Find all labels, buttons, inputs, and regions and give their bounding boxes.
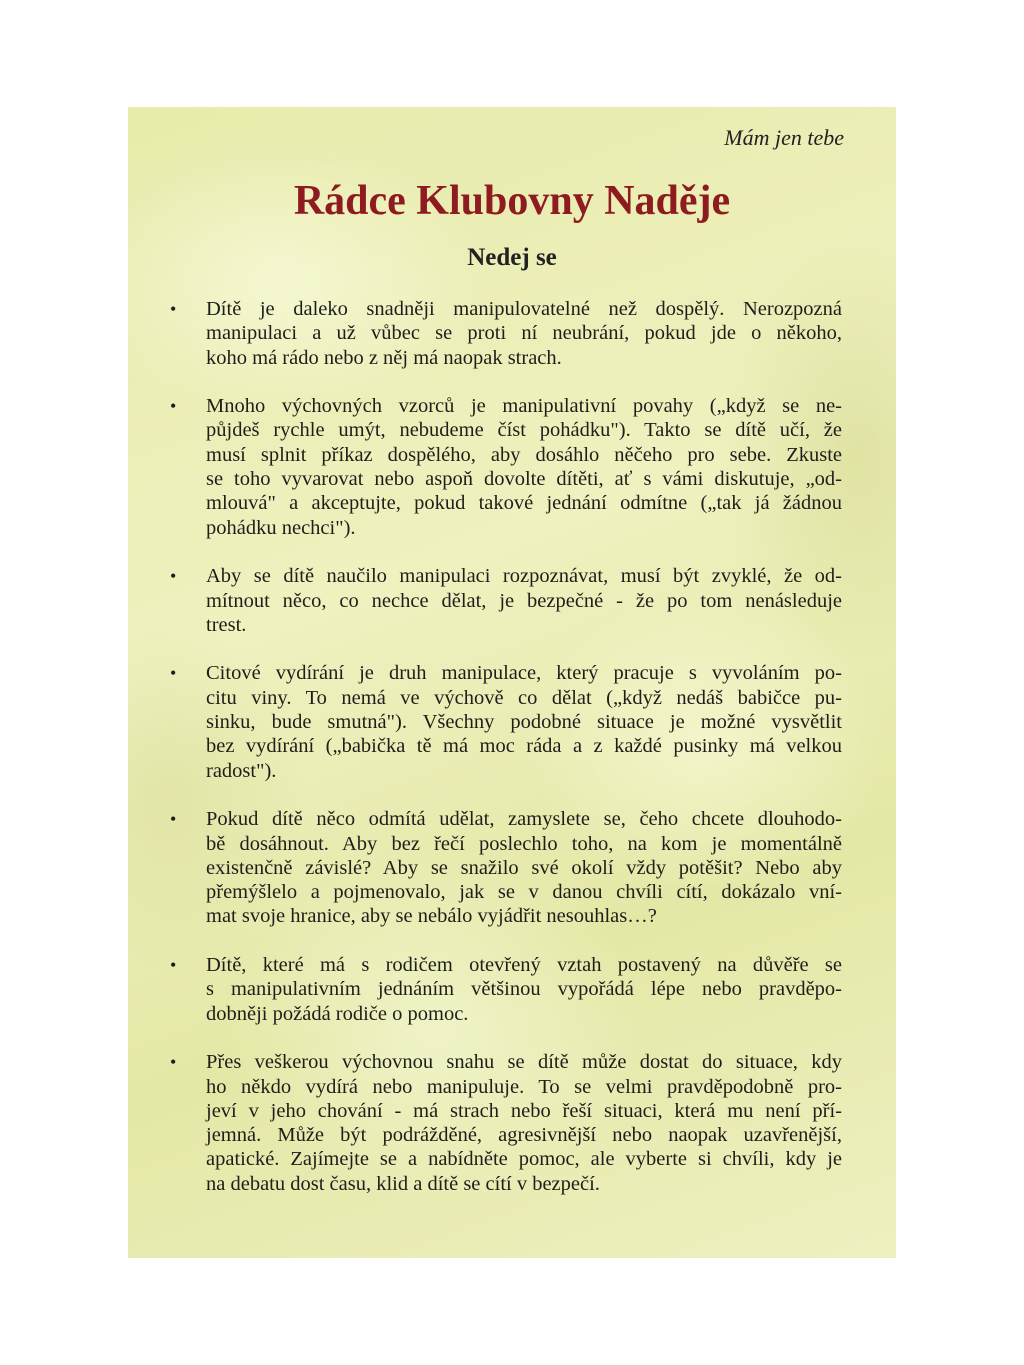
text-line: pohádku nechci"). <box>206 516 356 539</box>
text-line: jemná. Může být podrážděné, agresivnější nebo naopak uzavřenější, <box>206 1124 842 1147</box>
text-line: mat svoje hranice, aby se nebálo vyjádřit nesouhlas…? <box>206 905 657 928</box>
running-header: Mám jen tebe <box>724 125 844 150</box>
text-line: se toho vyvarovat nebo aspoň dovolte dítěti, ať s vámi diskutuje, „od- <box>206 468 842 491</box>
text-line: Dítě je daleko snadněji manipulovatelné než dospělý. Nerozpozná <box>206 298 842 320</box>
text-line: koho má rádo nebo z něj má naopak strach. <box>206 346 562 369</box>
text-line: existenčně závislé? Aby se snažilo své okolí vždy potěšit? Nebo aby <box>206 856 842 879</box>
list-item <box>170 661 842 782</box>
list-item <box>170 297 842 370</box>
text-line: přemýšlelo a pojmenovalo, jak se v danou chvíli cítí, dokázalo vní- <box>206 881 842 904</box>
text-line: citu viny. To nemá ve výchově co dělat („když nedáš babičce pu- <box>206 686 842 709</box>
page-subtitle: Nedej se <box>467 244 557 271</box>
text-line: manipulaci a už vůbec se proti ní neubrání, pokud jde o někoho, <box>206 322 842 345</box>
text-line: radost"). <box>206 759 277 782</box>
text-line: na debatu dost času, klid a dítě se cítí v bezpečí. <box>206 1172 600 1195</box>
text-line: ho někdo vydírá nebo manipuluje. To se velmi pravděpodobně pro- <box>206 1075 842 1098</box>
bullet-icon: • <box>170 809 177 830</box>
bullet-icon: • <box>170 663 177 684</box>
bullet-icon: • <box>170 955 177 976</box>
text-line: sinku, bude smutná"). Všechny podobné situace je možné vysvětlit <box>206 711 842 734</box>
text-line: dobněji požádá rodiče o pomoc. <box>206 1002 469 1025</box>
bullet-list <box>170 297 842 1220</box>
text-line: Aby se dítě naučilo manipulaci rozpoznávat, musí být zvyklé, že od- <box>206 565 842 588</box>
text-line: půjdeš rychle umýt, nebudeme číst pohádku"). Takto se dítě učí, že <box>206 419 842 442</box>
text-line: trest. <box>206 613 247 636</box>
list-item <box>170 394 842 540</box>
text-line: mlouvá" a akceptujte, pokud takové jednání odmítne („tak já žádnou <box>206 492 842 515</box>
text-line: s manipulativním jednáním většinou vypořádá lépe nebo pravděpo- <box>206 978 842 1001</box>
document-page <box>128 107 896 1258</box>
text-line: musí splnit příkaz dospělého, aby dosáhlo něčeho pro sebe. Zkuste <box>206 443 842 466</box>
bullet-icon: • <box>170 299 177 319</box>
text-line: Dítě, které má s rodičem otevřený vztah postavený na důvěře se <box>206 954 842 977</box>
list-item <box>170 953 842 1026</box>
text-line: bě dosáhnout. Aby bez řečí poslechlo toho, na kom je momentálně <box>206 832 842 855</box>
text-line: mítnout něco, co nechce dělat, je bezpečné - že po tom nenásleduje <box>206 589 842 612</box>
list-item <box>170 564 842 637</box>
list-item <box>170 807 842 928</box>
bullet-icon: • <box>170 1052 177 1073</box>
bullet-icon: • <box>170 566 177 587</box>
text-line: Mnoho výchovných vzorců je manipulativní povahy („když se ne- <box>206 395 842 418</box>
page-title: Rádce Klubovny Naděje <box>293 178 731 224</box>
list-item <box>170 1050 842 1196</box>
text-line: bez vydírání („babička tě má moc ráda a z každé pusinky má velkou <box>206 735 842 758</box>
text-line: Přes veškerou výchovnou snahu se dítě může dostat do situace, kdy <box>206 1051 842 1074</box>
bullet-icon: • <box>170 396 177 417</box>
text-line: Citové vydírání je druh manipulace, který pracuje s vyvoláním po- <box>206 662 842 685</box>
text-line: Pokud dítě něco odmítá udělat, zamyslete se, čeho chcete dlouhodo- <box>206 808 842 831</box>
text-line: apatické. Zajímejte se a nabídněte pomoc, ale vyberte si chvíli, kdy je <box>206 1148 842 1171</box>
text-line: jeví v jeho chování - má strach nebo řeší situaci, která mu není pří- <box>206 1099 842 1122</box>
